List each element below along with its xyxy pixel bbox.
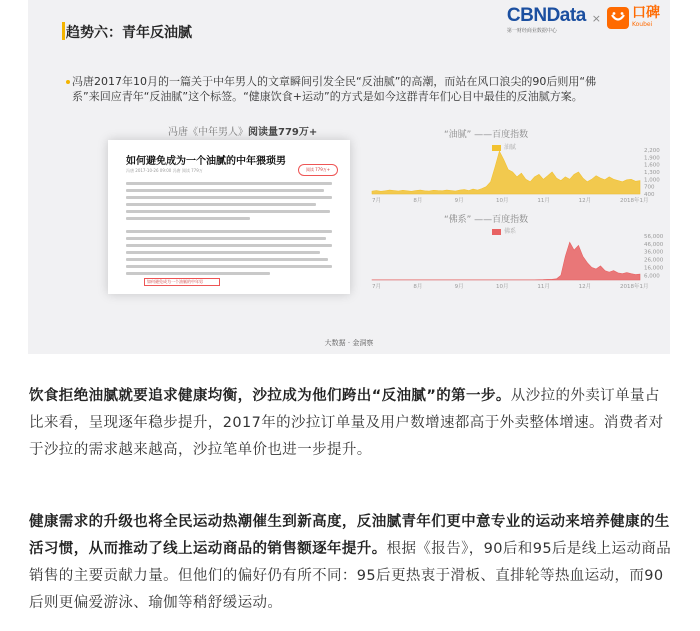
youni-y-tick-label: 1,300 [644,170,660,176]
youni-legend-label: 油腻 [504,144,517,151]
article-meta: 冯唐 2017-10-26 09:00 冯唐 阅读 779万 [126,168,203,173]
koubei-icon [607,7,629,29]
source-note: 大数据 · 金洞察 [324,339,374,347]
youni-y-tick-label: 700 [644,184,655,191]
youni-series-area [372,151,640,194]
youni-y-tick-label: 400 [644,192,655,198]
foxi-chart-title: “佛系” ——百度指数 [444,215,529,225]
cbndata-wordmark: CBNData [506,5,586,26]
cbndata-logo [507,6,586,34]
youni-x-tick-label: 7月 [372,198,381,204]
foxi-series-area [372,242,640,280]
foxi-y-tick-label: 56,000 [644,234,664,240]
brand-separator: × [591,12,601,25]
youni-x-tick-label: 9月 [454,198,464,204]
paragraph-salad-lead: 饮食拒绝油腻就要追求健康均衡，沙拉成为他们跨出“反油腻”的第一步。 [29,388,511,404]
youni-x-tick-label: 11月 [537,198,550,204]
foxi-y-tick-label: 46,000 [644,241,664,248]
article-screenshot [108,140,350,294]
foxi-x-tick-label: 12月 [578,284,592,290]
foxi-y-tick-label: 36,000 [644,249,664,256]
youni-y-tick-label: 1,900 [644,155,660,162]
article-highlight-box: 如何避免成为一个油腻的中年男 [144,278,220,286]
foxi-y-tick-label: 6,000 [644,273,660,280]
paragraph-sports [29,509,673,617]
koubei-cn: 口碑 [632,5,660,21]
youni-x-tick-label: 8月 [413,198,423,204]
youni-legend [492,142,516,151]
foxi-legend [492,226,516,235]
foxi-legend-label: 佛系 [504,228,517,235]
paragraph-salad-body: 从沙拉的外卖订单量占比来看，呈现逐年稳步提升，2017年的沙拉订单量及用户数增速都高于外卖整体增速。消费者对于沙拉的需求越来越高，沙拉笔单价也进一步提升。 [29,388,664,458]
title-accent-bar [62,22,65,40]
infographic-slide [28,0,670,354]
youni-x-tick-label: 10月 [496,198,509,204]
youni-x-tick-label: 12月 [578,198,592,204]
koubei-en: Koubei [632,21,653,28]
foxi-x-tick-label: 10月 [496,284,509,290]
youni-chart-title: “油腻” ——百度指数 [444,130,529,140]
foxi-x-tick-label: 2018年1月 [620,284,649,290]
youni-y-tick-label: 2,200 [644,148,660,154]
slide-title: 趋势六：青年反油腻 [66,25,192,41]
paragraph-sports-body: 根据《报告》，90后和95后是线上运动商品销售的主要贡献力量。但他们的偏好仍有所不同：95后更热衷于滑板、直排轮等热血运动，而90后则更偏爱游泳、瑜伽等稍舒缓运动。 [29,541,672,611]
article-count-badge: 阅读 779万+ [298,164,338,176]
article-caption [168,123,317,138]
foxi-y-tick-label: 16,000 [644,265,664,272]
youni-y-tick-label: 1,600 [644,162,660,169]
paragraph-sports-lead: 健康需求的升级也将全民运动热潮催生到新高度，反油腻青年们更中意专业的运动来培养健康的生活习惯，从而推动了线上运动商品的销售额逐年提升。 [29,514,670,557]
koubei-wordmark [632,6,660,28]
article-read-count: 阅读量779万+ [248,127,318,138]
article-body-text [126,182,332,279]
article-title: 如何避免成为一个油腻的中年猥琐男 [126,156,286,167]
slide-bullet-text [62,74,622,104]
youni-x-tick-label: 2018年1月 [620,198,649,204]
foxi-y-tick-label: 26,000 [644,257,664,264]
youni-y-tick-label: 1,000 [644,177,660,184]
bullet-content: 冯唐2017年10月的一篇关于中年男人的文章瞬间引发全民“反油腻”的高潮，而站在风口浪尖的90后则用“佛系”来回应青年“反油腻”这个标签。“健康饮食+运动”的方式是如今这群青年们心目中最佳的反油腻方案。 [72,75,597,103]
article-caption-prefix: 冯唐《中年男人》 [168,127,248,138]
foxi-x-tick-label: 11月 [537,284,550,290]
foxi-x-tick-label: 7月 [372,284,381,290]
cbndata-subtitle: 第一财经商业数据中心 [506,28,557,34]
foxi-x-tick-label: 9月 [454,284,464,290]
brand-logos [507,6,660,34]
paragraph-salad [29,383,673,464]
foxi-x-tick-label: 8月 [413,284,423,290]
